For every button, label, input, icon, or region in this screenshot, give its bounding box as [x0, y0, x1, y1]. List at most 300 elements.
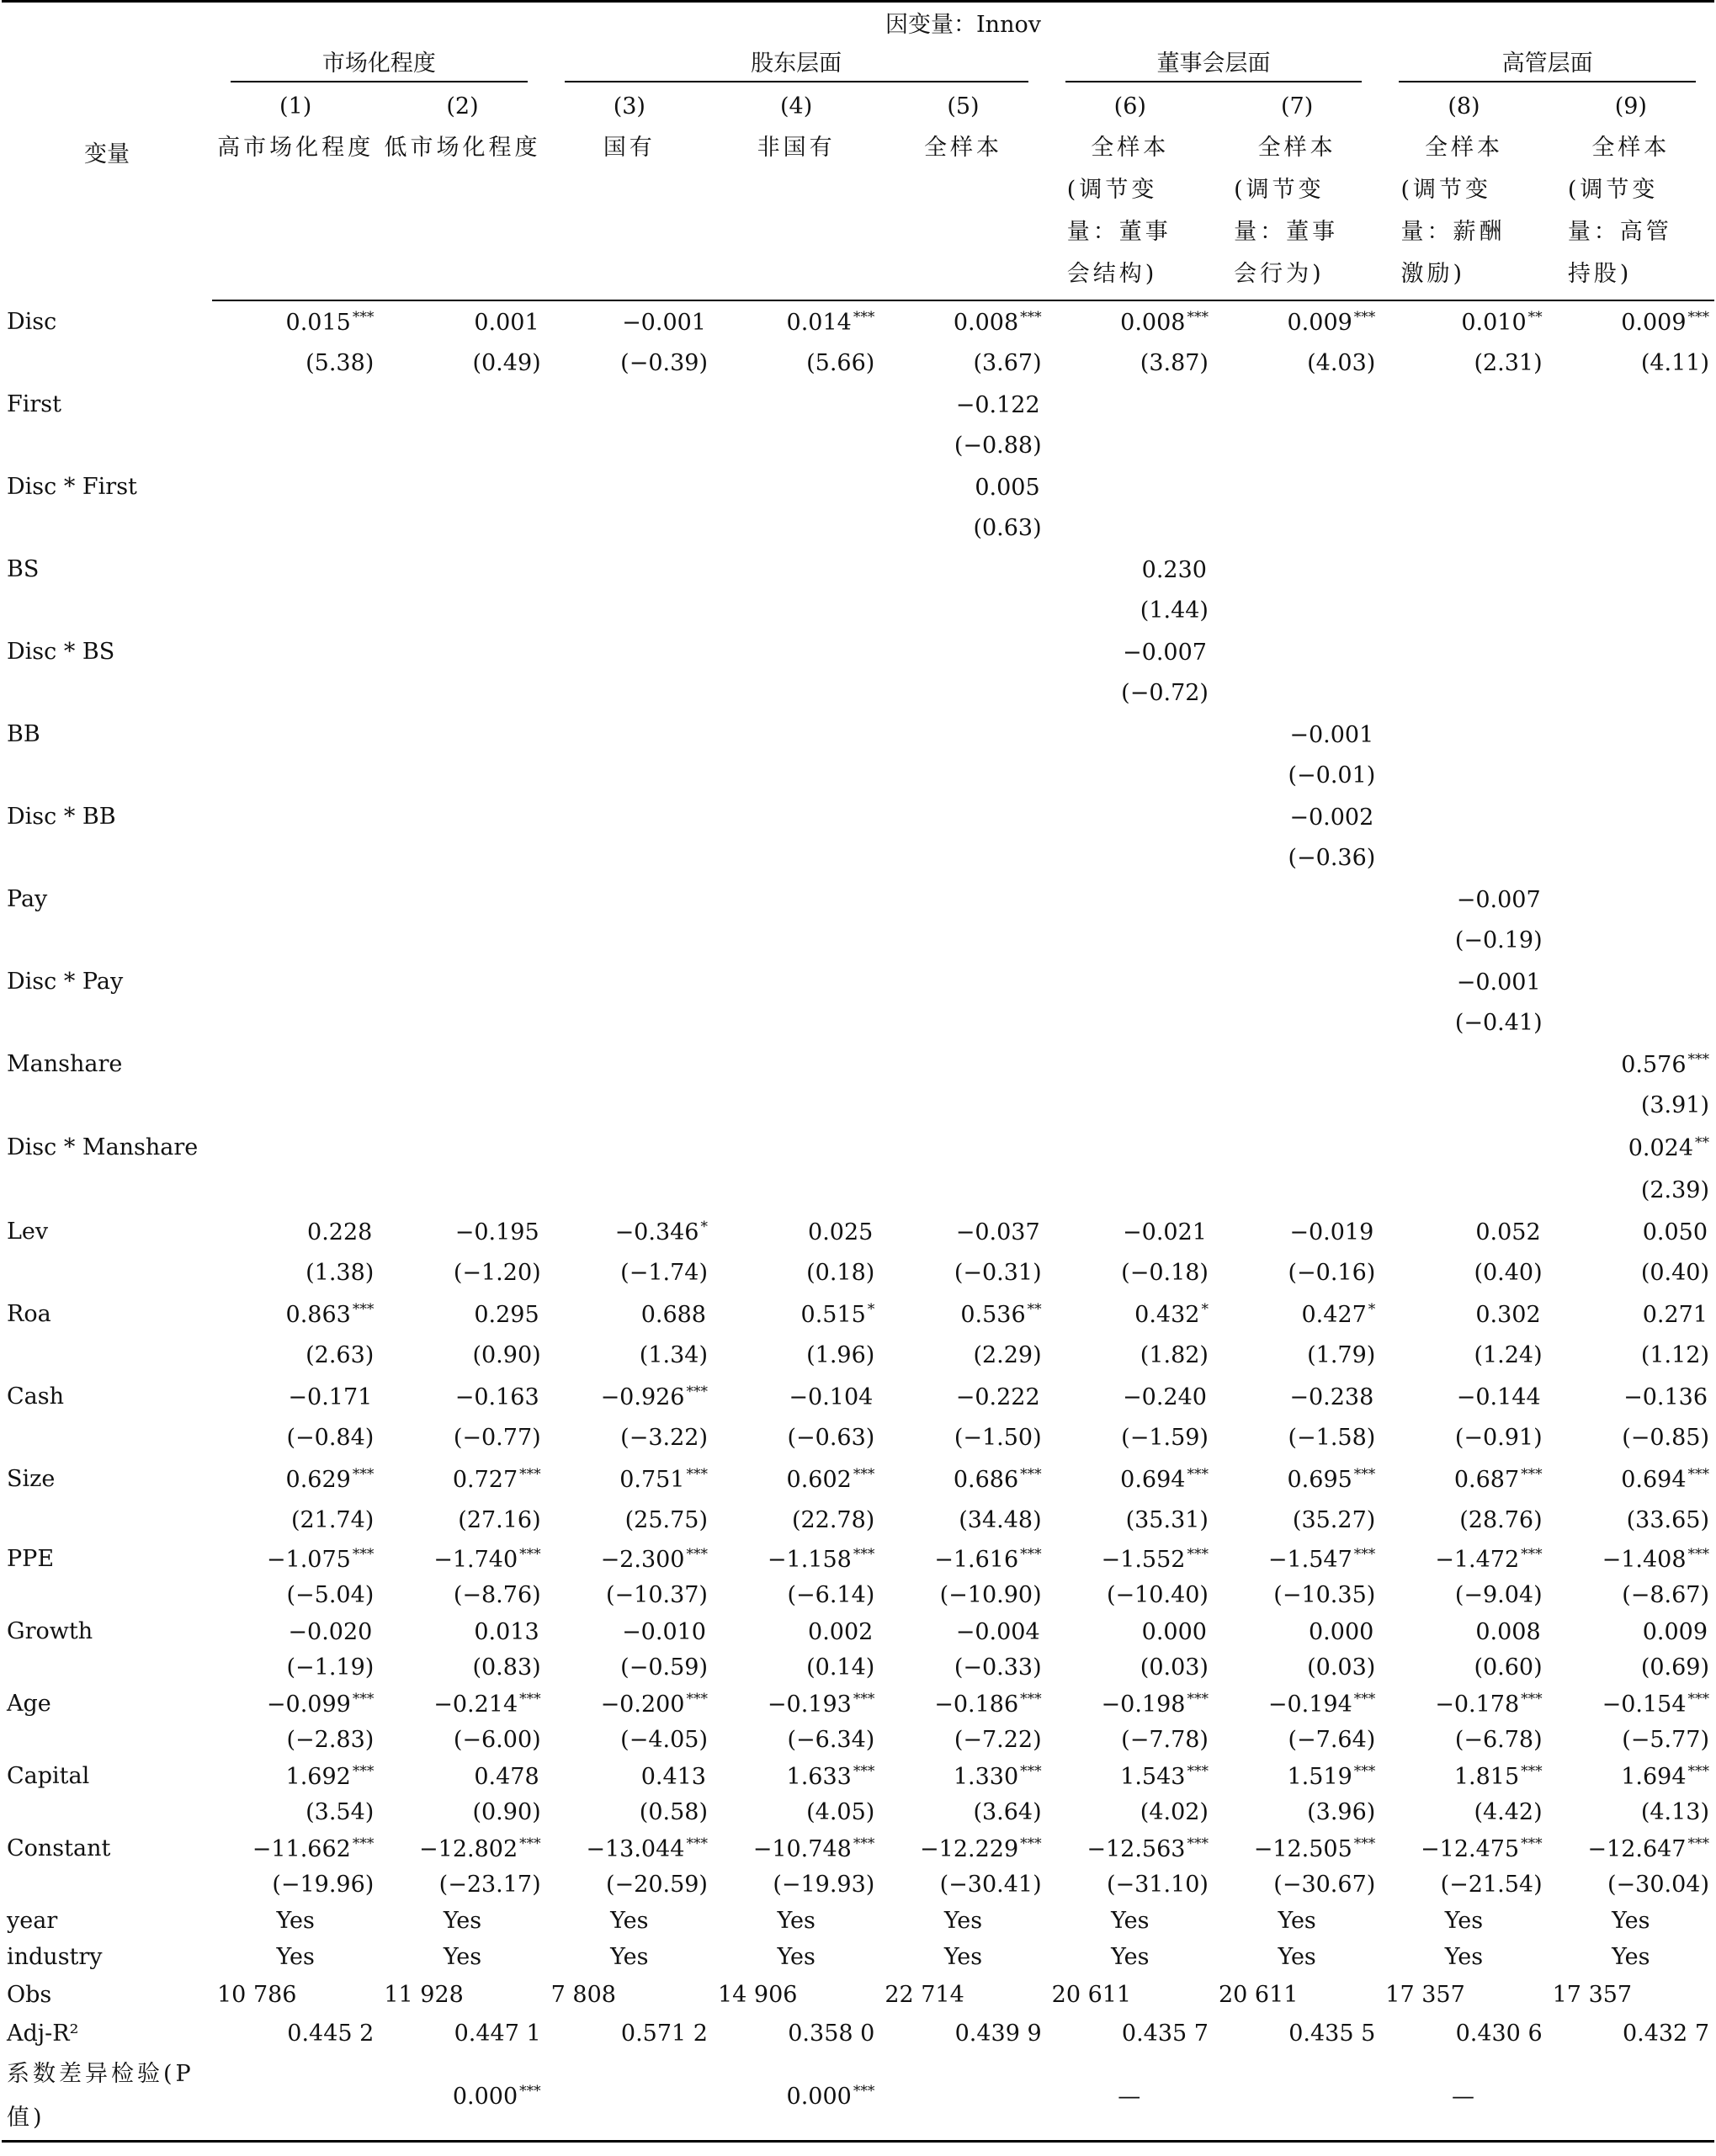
significance-stars: *** — [686, 1690, 708, 1707]
coef-cell — [546, 879, 713, 920]
coef-cell — [1214, 1686, 1380, 1722]
coef-value: −0.240 — [1123, 1383, 1207, 1410]
coef-value: −0.001 — [622, 309, 706, 336]
t-stat-cell — [379, 1002, 545, 1043]
significance-stars: *** — [686, 1545, 708, 1563]
t-stat-cell: (0.40) — [1474, 1260, 1543, 1286]
coef-value: 1.815 — [1453, 1763, 1520, 1790]
fixed-effect-cell: Yes — [276, 1944, 315, 1970]
variable-label-empty — [2, 1170, 212, 1211]
variable-label: Adj-R² — [7, 2020, 79, 2047]
diff-test-cell — [1047, 2052, 1214, 2142]
coef-cell — [1380, 384, 1547, 425]
t-stat-row — [2, 837, 1714, 879]
t-stat-cell — [1548, 837, 1714, 879]
coef-cell — [546, 549, 713, 590]
coef-cell — [1214, 1376, 1380, 1417]
coef-value: −0.021 — [1123, 1219, 1207, 1245]
significance-stars: *** — [519, 1835, 541, 1852]
coef-cell — [546, 1613, 713, 1649]
variable-label: year — [7, 1908, 58, 1934]
t-stat-row — [2, 1867, 1714, 1903]
t-stat-cell: (3.54) — [305, 1799, 375, 1825]
fixed-effect-cell: Yes — [443, 1908, 482, 1934]
coef-value: −1.408 — [1602, 1546, 1687, 1573]
coef-cell — [212, 796, 379, 837]
fixed-effect-cell: Yes — [1612, 1944, 1650, 1970]
adj-r2-row — [2, 2014, 1714, 2052]
coef-value: −0.171 — [288, 1383, 373, 1410]
t-stat-cell: (35.31) — [1125, 1507, 1209, 1533]
t-stat-cell: (33.65) — [1626, 1507, 1709, 1533]
t-stat-cell — [1214, 425, 1380, 466]
variable-label: Pay — [7, 886, 48, 912]
t-stat-row — [2, 1722, 1714, 1758]
variable-label-empty — [2, 1335, 212, 1376]
coef-cell — [879, 300, 1046, 343]
t-stat-cell: (−30.41) — [939, 1872, 1042, 1898]
coef-value: −0.222 — [955, 1383, 1040, 1410]
coef-value: 0.271 — [1642, 1301, 1708, 1328]
column-number-row — [2, 85, 1714, 127]
coef-cell — [1380, 1376, 1547, 1417]
coef-cell — [1214, 1830, 1380, 1867]
significance-stars: *** — [1521, 1465, 1543, 1483]
coef-cell — [546, 1458, 713, 1500]
coef-value: −0.346 — [614, 1219, 699, 1245]
significance-stars: *** — [1687, 1762, 1709, 1780]
t-stat-cell: (−7.22) — [954, 1727, 1042, 1753]
column-subtitle: (调节变量：董事会结构) — [1066, 177, 1171, 287]
coef-value: 1.633 — [786, 1763, 852, 1790]
t-stat-cell: (−10.90) — [939, 1582, 1042, 1608]
variable-label-empty — [2, 837, 212, 879]
t-stat-cell: (−0.91) — [1454, 1425, 1543, 1451]
coef-cell — [1548, 1376, 1714, 1417]
column-name — [379, 127, 545, 300]
coef-value: 0.008 — [953, 309, 1019, 336]
coef-cell — [879, 384, 1046, 425]
coef-cell — [713, 1541, 879, 1577]
coef-value: 0.686 — [953, 1466, 1019, 1493]
coef-cell — [1047, 1686, 1214, 1722]
t-stat-cell — [546, 837, 713, 879]
coef-cell — [1047, 714, 1214, 755]
t-stat-cell: (−1.58) — [1288, 1425, 1376, 1451]
coef-cell — [546, 1293, 713, 1335]
coef-value: 0.024 — [1628, 1135, 1693, 1161]
coef-cell — [1548, 1211, 1714, 1252]
coef-cell — [1047, 961, 1214, 1002]
adj-r2-cell: 0.358 0 — [788, 2020, 875, 2047]
significance-stars: *** — [1187, 1465, 1209, 1483]
t-stat-cell: (4.42) — [1474, 1799, 1543, 1825]
variable-label-empty — [2, 590, 212, 631]
coef-cell — [379, 961, 545, 1002]
t-stat-cell — [212, 425, 379, 466]
coef-cell — [212, 1293, 379, 1335]
coef-cell — [546, 1830, 713, 1867]
coef-value: 1.692 — [285, 1763, 351, 1790]
coef-cell — [379, 384, 545, 425]
coef-cell — [1047, 1830, 1214, 1867]
t-stat-cell: (1.38) — [305, 1260, 375, 1286]
t-stat-cell: (0.83) — [472, 1654, 541, 1681]
coef-cell — [879, 1830, 1046, 1867]
coef-value: −0.122 — [955, 391, 1040, 418]
coef-value: −1.158 — [767, 1546, 852, 1573]
t-stat-cell — [1214, 920, 1380, 961]
t-stat-cell — [379, 1170, 545, 1211]
t-stat-cell — [713, 507, 879, 549]
coef-cell — [1214, 714, 1380, 755]
coef-value: −0.926 — [600, 1383, 685, 1410]
significance-stars: *** — [519, 1465, 541, 1483]
fixed-effect-cell: Yes — [943, 1908, 983, 1934]
coef-value: 1.330 — [953, 1763, 1019, 1790]
coef-cell — [713, 1758, 879, 1794]
t-stat-cell: (−0.19) — [1454, 927, 1543, 953]
t-stat-cell — [1548, 755, 1714, 796]
variable-label: Disc * First — [7, 474, 137, 500]
significance-stars: *** — [1187, 1835, 1209, 1852]
coef-cell — [1380, 1758, 1547, 1794]
t-stat-cell — [546, 1085, 713, 1126]
significance-stars: *** — [853, 1545, 875, 1563]
t-stat-cell: (3.87) — [1140, 350, 1209, 376]
coef-value: 0.052 — [1475, 1219, 1541, 1245]
t-stat-cell: (5.66) — [806, 350, 875, 376]
coef-cell — [546, 466, 713, 507]
coef-cell — [1214, 961, 1380, 1002]
coef-value: −0.001 — [1289, 721, 1374, 748]
coef-cell — [212, 961, 379, 1002]
fixed-effect-cell: Yes — [443, 1944, 482, 1970]
t-stat-row — [2, 1794, 1714, 1830]
coef-cell — [1214, 1758, 1380, 1794]
coef-cell — [1047, 300, 1214, 343]
t-stat-cell — [212, 1085, 379, 1126]
coef-cell — [379, 466, 545, 507]
significance-stars: *** — [352, 1762, 375, 1780]
t-stat-cell: (−7.64) — [1288, 1727, 1376, 1753]
group-row — [2, 41, 1714, 85]
coef-cell — [212, 1458, 379, 1500]
column-name-text: 全样本 — [1424, 135, 1503, 161]
coef-value: −0.136 — [1623, 1383, 1708, 1410]
diff-test-cell — [713, 2052, 879, 2142]
t-stat-cell: (−21.54) — [1440, 1872, 1543, 1898]
variable-label: Cash — [7, 1383, 65, 1410]
t-stat-cell: (1.44) — [1140, 597, 1209, 624]
significance-stars: *** — [519, 2083, 541, 2100]
t-stat-cell: (0.14) — [806, 1654, 875, 1681]
significance-stars: *** — [853, 1835, 875, 1852]
column-name — [546, 127, 713, 300]
coef-value: 0.000 — [1309, 1618, 1374, 1645]
t-stat-cell — [1548, 590, 1714, 631]
coef-value: −0.178 — [1435, 1691, 1520, 1718]
t-stat-cell — [212, 672, 379, 714]
coef-cell — [713, 714, 879, 755]
coef-row — [2, 1613, 1714, 1649]
coef-cell — [546, 961, 713, 1002]
coef-cell — [713, 796, 879, 837]
t-stat-cell — [879, 1002, 1046, 1043]
column-name — [212, 127, 379, 300]
coef-cell — [379, 1458, 545, 1500]
coef-cell — [1548, 1830, 1714, 1867]
coef-cell — [212, 300, 379, 343]
coef-cell — [1047, 1293, 1214, 1335]
coef-cell — [379, 1043, 545, 1085]
coef-cell — [546, 1126, 713, 1170]
coef-value: 0.688 — [640, 1301, 706, 1328]
coef-cell — [1380, 631, 1547, 672]
t-stat-cell: (0.69) — [1640, 1654, 1709, 1681]
t-stat-cell — [1047, 920, 1214, 961]
coef-value: 0.010 — [1461, 309, 1527, 336]
t-stat-cell — [879, 837, 1046, 879]
t-stat-cell: (0.03) — [1140, 1654, 1209, 1681]
coef-value: −10.748 — [752, 1835, 852, 1862]
t-stat-row — [2, 920, 1714, 961]
coef-cell — [1548, 1043, 1714, 1085]
group-label: 市场化程度 — [231, 45, 528, 82]
coef-row — [2, 1293, 1714, 1335]
coef-value: −1.552 — [1101, 1546, 1186, 1573]
column-name-text: 全样本 — [1591, 135, 1671, 161]
t-stat-cell: (−1.50) — [954, 1425, 1042, 1451]
coef-cell — [1380, 1458, 1547, 1500]
variable-label: First — [7, 391, 61, 417]
t-stat-cell: (0.49) — [472, 350, 541, 376]
t-stat-cell: (−20.59) — [605, 1872, 708, 1898]
t-stat-cell: (22.78) — [791, 1507, 875, 1533]
coef-cell — [212, 1376, 379, 1417]
t-stat-cell: (−1.59) — [1121, 1425, 1209, 1451]
coef-value: 0.009 — [1287, 309, 1352, 336]
fixed-effect-cell: Yes — [1612, 1908, 1650, 1934]
coef-cell — [1047, 1541, 1214, 1577]
coef-cell — [1380, 1613, 1547, 1649]
t-stat-cell — [1047, 1170, 1214, 1211]
coef-value: 0.015 — [285, 309, 351, 336]
coef-cell — [879, 1613, 1046, 1649]
coef-cell — [1214, 1458, 1380, 1500]
significance-stars: *** — [1187, 1545, 1209, 1563]
variable-label: BS — [7, 556, 40, 582]
significance-stars: *** — [1020, 1690, 1042, 1707]
t-stat-cell — [379, 755, 545, 796]
coef-value: −0.163 — [454, 1383, 539, 1410]
column-number: (7) — [1281, 93, 1314, 119]
column-number: (3) — [613, 93, 645, 119]
coef-value: −0.144 — [1456, 1383, 1541, 1410]
coef-value: −0.020 — [288, 1618, 373, 1645]
significance-stars: *** — [519, 1690, 541, 1707]
coef-value: −1.740 — [433, 1546, 518, 1573]
significance-stars: *** — [686, 1465, 708, 1483]
coef-cell — [713, 549, 879, 590]
variable-label: Disc * BS — [7, 639, 115, 665]
t-stat-cell: (−0.84) — [286, 1425, 375, 1451]
coef-cell — [1380, 1686, 1547, 1722]
group-label: 高管层面 — [1399, 45, 1696, 82]
coef-value: 0.295 — [474, 1301, 539, 1328]
fixed-effect-cell: Yes — [1278, 1944, 1316, 1970]
variable-label: Growth — [7, 1618, 93, 1644]
t-stat-cell: (−0.33) — [954, 1654, 1042, 1681]
column-name-text: 非国有 — [757, 135, 836, 161]
coef-row — [2, 1043, 1714, 1085]
coef-value: 0.515 — [800, 1301, 866, 1328]
t-stat-row — [2, 1500, 1714, 1541]
t-stat-cell: (4.02) — [1140, 1799, 1209, 1825]
coef-row — [2, 1758, 1714, 1794]
column-name-text: 高市场化程度 — [217, 135, 375, 161]
t-stat-row — [2, 1417, 1714, 1458]
coef-cell — [879, 549, 1046, 590]
t-stat-cell — [379, 507, 545, 549]
t-stat-cell — [713, 1170, 879, 1211]
coef-cell — [1214, 879, 1380, 920]
var-header: 变量 — [2, 2, 212, 301]
coef-value: 0.050 — [1642, 1219, 1708, 1245]
column-name — [1214, 127, 1380, 300]
column-name-text: 全样本 — [923, 135, 1002, 161]
t-stat-cell — [1548, 507, 1714, 549]
significance-stars: *** — [1353, 1762, 1376, 1780]
fixed-effect-cell: Yes — [276, 1908, 315, 1934]
t-stat-cell: (−0.39) — [620, 350, 708, 376]
significance-stars: *** — [1687, 1465, 1709, 1483]
coef-value: −0.194 — [1267, 1691, 1352, 1718]
variable-label-empty — [2, 1867, 212, 1903]
t-stat-cell: (−1.19) — [286, 1654, 375, 1681]
coef-cell — [379, 1758, 545, 1794]
significance-stars: *** — [1521, 1762, 1543, 1780]
significance-stars: *** — [1687, 1835, 1709, 1852]
coef-row — [2, 1830, 1714, 1867]
column-name — [1548, 127, 1714, 300]
variable-label-empty — [2, 507, 212, 549]
adj-r2-cell: 0.432 7 — [1622, 2020, 1709, 2047]
t-stat-cell: (0.18) — [806, 1260, 875, 1286]
t-stat-cell: (−0.88) — [954, 433, 1042, 459]
column-name-row — [2, 127, 1714, 300]
t-stat-cell: (1.82) — [1140, 1342, 1209, 1368]
diff-test-value: — — [1118, 2084, 1141, 2110]
coef-cell — [546, 631, 713, 672]
significance-stars: *** — [352, 308, 375, 326]
coef-cell — [879, 879, 1046, 920]
fixed-effect-cell: Yes — [777, 1908, 815, 1934]
t-stat-cell: (4.03) — [1307, 350, 1376, 376]
coef-cell — [546, 1686, 713, 1722]
coef-value: 0.009 — [1621, 309, 1687, 336]
diff-test-cell — [212, 2052, 379, 2142]
coef-cell — [1380, 1126, 1547, 1170]
coef-cell — [379, 631, 545, 672]
t-stat-cell — [212, 590, 379, 631]
coef-value: −0.002 — [1289, 804, 1374, 831]
t-stat-cell — [379, 837, 545, 879]
coef-cell — [1548, 1293, 1714, 1335]
column-number: (1) — [279, 93, 312, 119]
coef-value: −2.300 — [600, 1546, 685, 1573]
coef-cell — [1214, 1126, 1380, 1170]
coef-cell — [212, 549, 379, 590]
column-number: (2) — [446, 93, 479, 119]
column-number: (5) — [947, 93, 980, 119]
coef-cell — [1380, 549, 1547, 590]
coef-cell — [546, 384, 713, 425]
coef-cell — [1380, 1293, 1547, 1335]
coef-value: 0.008 — [1475, 1618, 1541, 1645]
variable-label: BB — [7, 721, 40, 747]
group-header — [1380, 41, 1714, 85]
coef-value: 0.002 — [808, 1618, 874, 1645]
coef-cell — [1548, 1613, 1714, 1649]
significance-stars: * — [1201, 1300, 1209, 1318]
t-stat-cell — [1548, 425, 1714, 466]
t-stat-cell: (27.16) — [458, 1507, 541, 1533]
coef-value: 0.000 — [1141, 1618, 1207, 1645]
significance-stars: *** — [352, 1545, 375, 1563]
variable-label-empty — [2, 1577, 212, 1613]
coef-cell — [1047, 1458, 1214, 1500]
coef-value: −0.154 — [1602, 1691, 1687, 1718]
diff-test-cell — [1380, 2052, 1547, 2142]
t-stat-cell: (−0.36) — [1288, 845, 1376, 871]
coef-cell — [546, 714, 713, 755]
variable-label: Lev — [7, 1219, 49, 1245]
coef-cell — [1214, 631, 1380, 672]
t-stat-row — [2, 1085, 1714, 1126]
t-stat-cell — [1047, 1002, 1214, 1043]
coef-cell — [546, 1376, 713, 1417]
obs-cell: 10 786 — [217, 1981, 297, 2008]
t-stat-cell: (1.79) — [1307, 1342, 1376, 1368]
coef-value: −0.007 — [1123, 639, 1207, 666]
t-stat-cell: (3.91) — [1640, 1092, 1709, 1118]
coef-value: 0.427 — [1301, 1301, 1367, 1328]
coef-cell — [379, 1830, 545, 1867]
coef-cell — [379, 879, 545, 920]
group-label: 董事会层面 — [1065, 45, 1363, 82]
column-name — [1380, 127, 1547, 300]
column-name-text: 低市场化程度 — [384, 135, 541, 161]
t-stat-cell — [1548, 672, 1714, 714]
variable-label-empty — [2, 1500, 212, 1541]
variable-label: Capital — [7, 1763, 90, 1789]
significance-stars: *** — [519, 1545, 541, 1563]
significance-stars: *** — [853, 1465, 875, 1483]
coef-cell — [879, 1376, 1046, 1417]
t-stat-cell: (−30.67) — [1273, 1872, 1376, 1898]
variable-label-empty — [2, 1794, 212, 1830]
t-stat-cell: (−5.04) — [286, 1582, 375, 1608]
column-name — [879, 127, 1046, 300]
t-stat-cell: (4.11) — [1640, 350, 1709, 376]
coef-cell — [1047, 631, 1214, 672]
table-body — [2, 300, 1714, 2142]
significance-stars: *** — [352, 1835, 375, 1852]
t-stat-cell — [546, 672, 713, 714]
variable-label: Disc * Manshare — [7, 1134, 199, 1160]
variable-label: Age — [7, 1691, 51, 1717]
